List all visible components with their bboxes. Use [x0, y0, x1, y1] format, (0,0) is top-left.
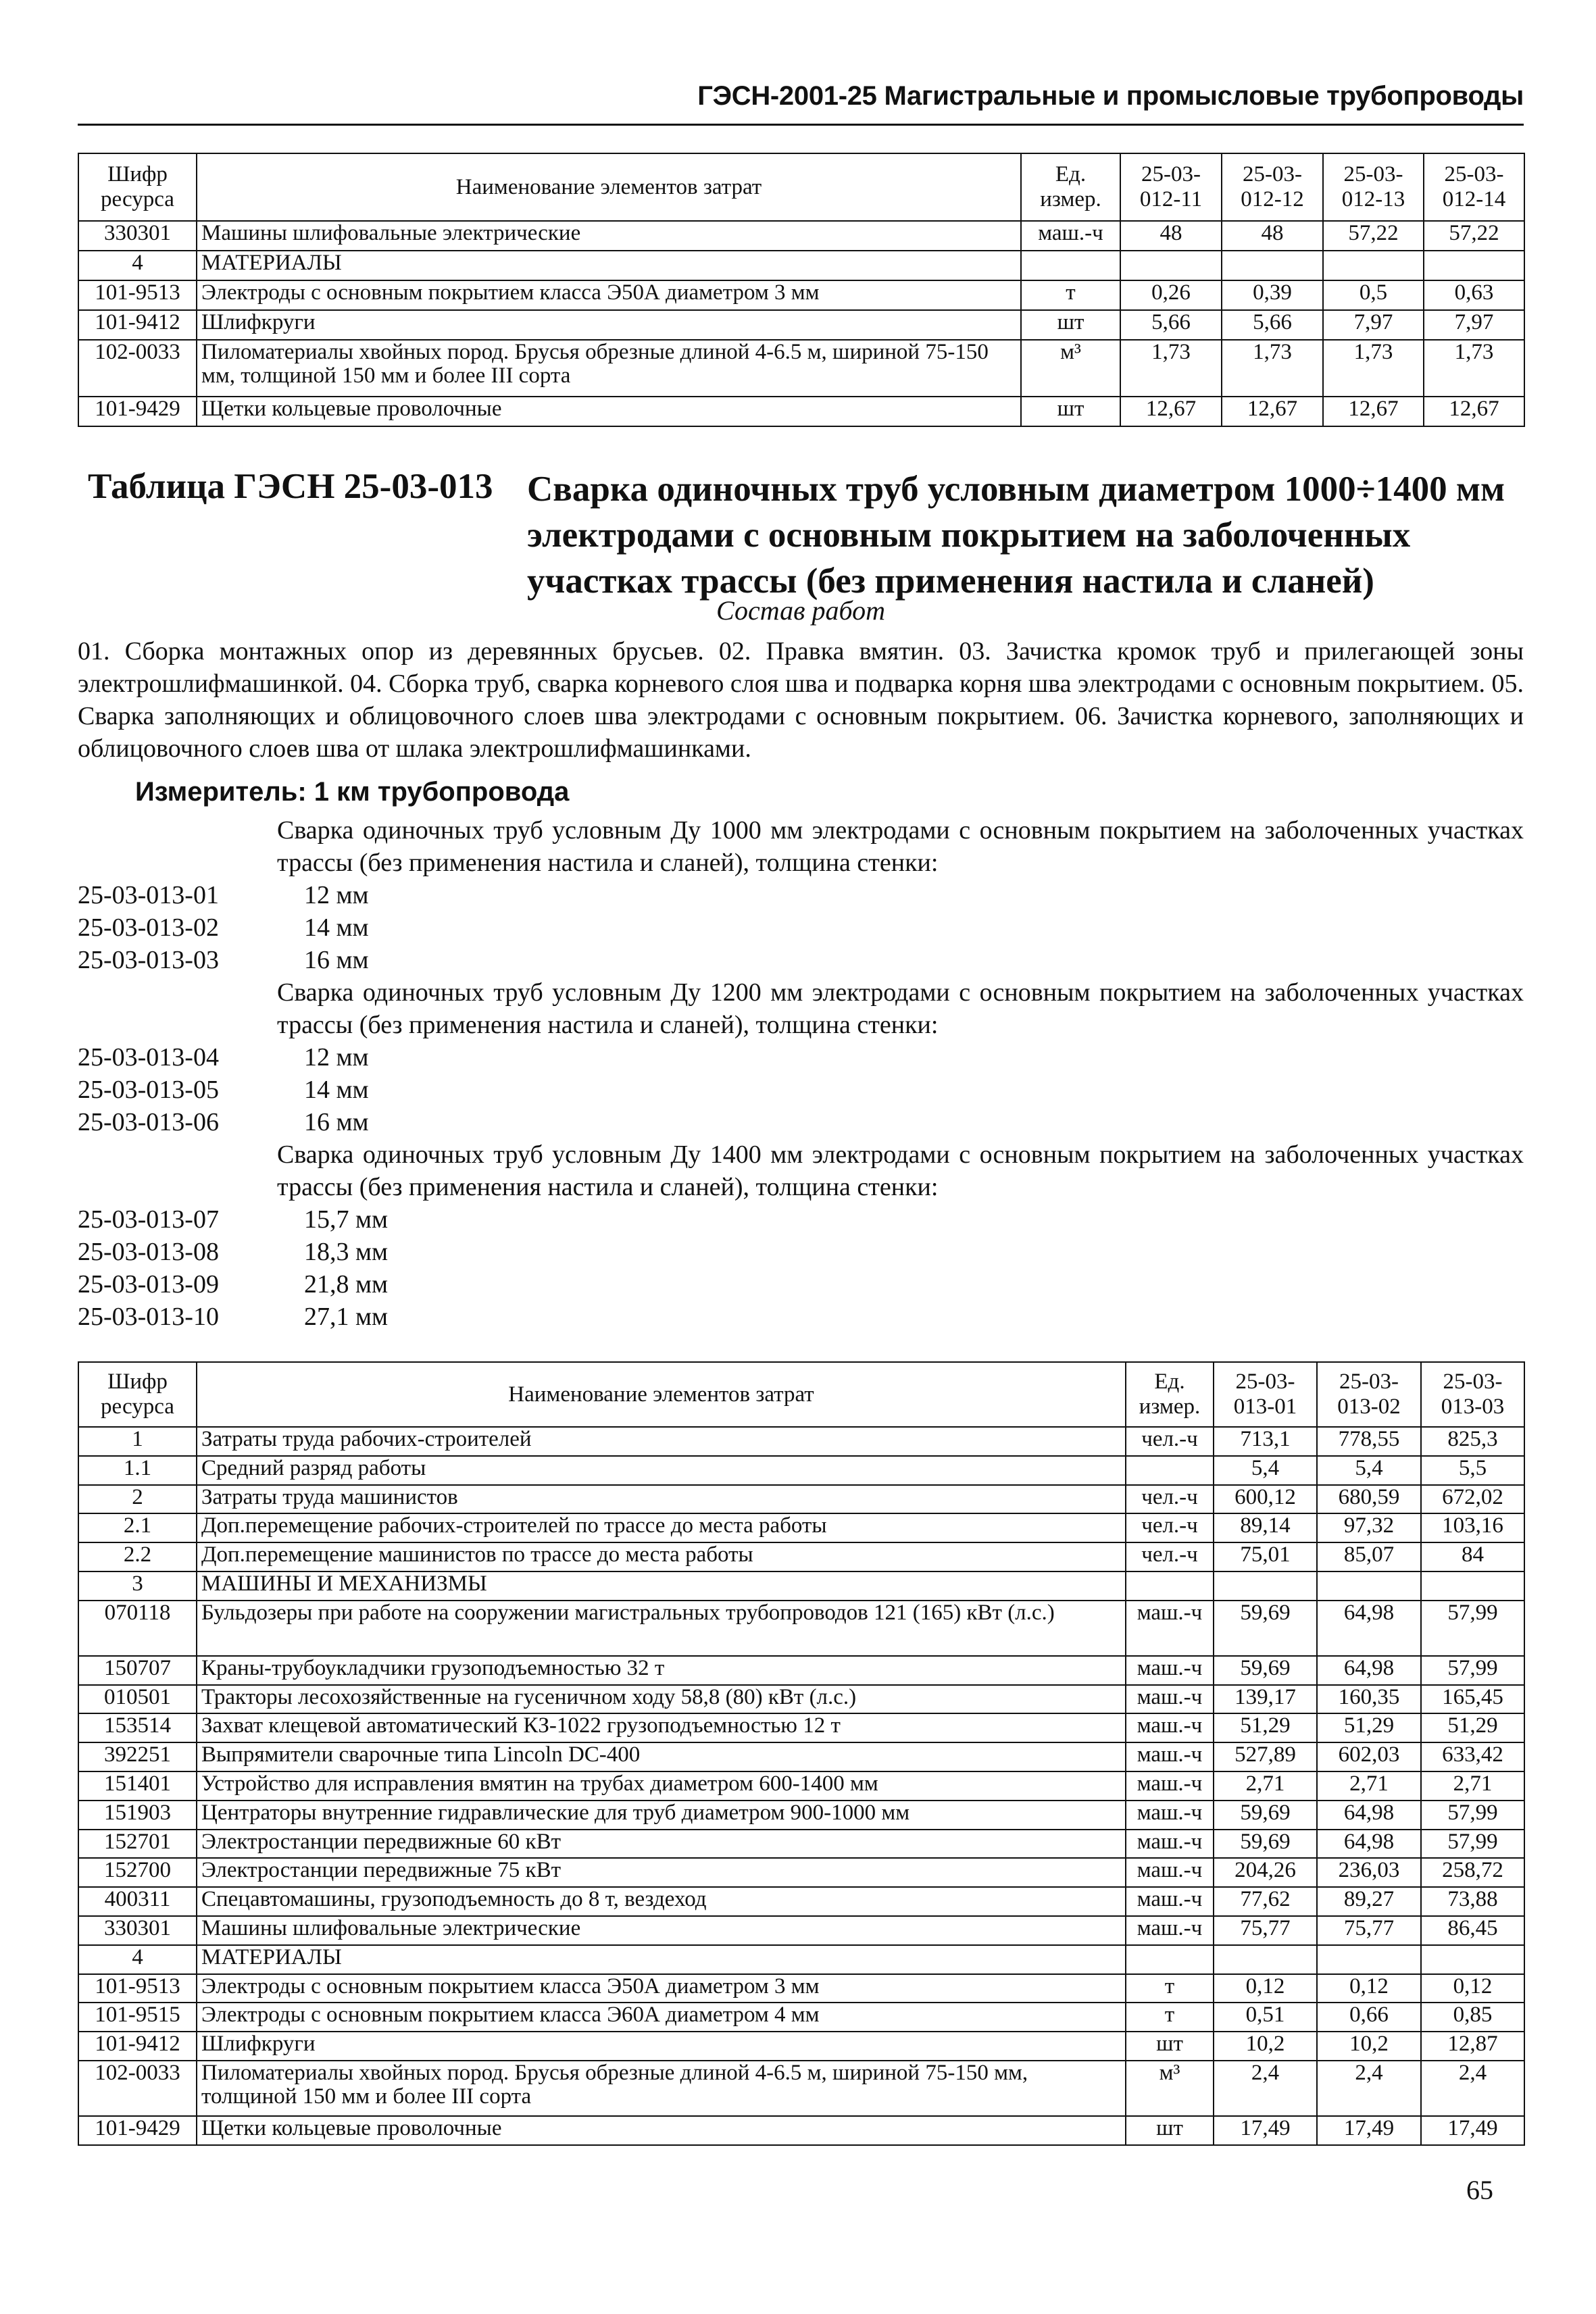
- header-name: Наименование элементов затрат: [197, 1362, 1126, 1427]
- cell-empty: [1126, 1945, 1214, 1974]
- cell-name: Электростанции передвижные 75 кВт: [197, 1858, 1126, 1887]
- cell-value: 12,67: [1120, 397, 1222, 426]
- cell-value: 5,4: [1317, 1456, 1421, 1485]
- cell-value: 0,12: [1214, 1974, 1317, 2003]
- cell-value: 1,73: [1222, 340, 1323, 397]
- table-caption: Таблица ГЭСН 25-03-013: [88, 467, 493, 506]
- table-row: [78, 2003, 1524, 2032]
- cell-value: 713,1: [1214, 1427, 1317, 1456]
- section-row: [78, 251, 1524, 280]
- header-col-1: 25-03-012-11: [1120, 153, 1222, 221]
- cell-unit: шт: [1126, 2032, 1214, 2061]
- cell-code: 2.1: [78, 1513, 197, 1542]
- cell-unit: маш.-ч: [1126, 1858, 1214, 1887]
- cell-name: Машины шлифовальные электрические: [197, 221, 1021, 251]
- cell-value: 633,42: [1421, 1742, 1524, 1771]
- table-row: [78, 1858, 1524, 1887]
- cell-code: 400311: [78, 1887, 197, 1916]
- table-25-03-013: [78, 1361, 1525, 2146]
- cell-value: 0,39: [1222, 280, 1323, 310]
- norm-code: 25-03-013-01: [78, 881, 219, 909]
- header-col-4: 25-03-012-14: [1424, 153, 1524, 221]
- cell-code: 2: [78, 1485, 197, 1514]
- cell-name: Доп.перемещение рабочих-строителей по трассе до места работы: [197, 1513, 1126, 1542]
- cell-code: 330301: [78, 1916, 197, 1945]
- cell-name: Средний разряд работы: [197, 1456, 1126, 1485]
- cell-value: 825,3: [1421, 1427, 1524, 1456]
- table-row: [78, 280, 1524, 310]
- cell-unit: т: [1021, 280, 1120, 310]
- group-description: Сварка одиночных труб условным Ду 1200 мм электродами с основным покрытием на заболоченных участках трассы (без применения настила и сланей), толщина стенки:: [277, 978, 1524, 1039]
- cell-value: 236,03: [1317, 1858, 1421, 1887]
- norm-value: 14 мм: [304, 1076, 369, 1104]
- group-description: Сварка одиночных труб условным Ду 1400 мм электродами с основным покрытием на заболоченных участках трассы (без применения настила и сланей), толщина стенки:: [277, 1140, 1524, 1201]
- cell-value: 0,51: [1214, 2003, 1317, 2032]
- cell-value: 1,73: [1424, 340, 1524, 397]
- header-col-3: 25-03-012-13: [1323, 153, 1424, 221]
- header-code: Шифр ресурса: [78, 1362, 197, 1427]
- cell-unit: маш.-ч: [1126, 1685, 1214, 1714]
- cell-value: 2,4: [1214, 2061, 1317, 2116]
- cell-value: 165,45: [1421, 1685, 1524, 1714]
- cell-value: 86,45: [1421, 1916, 1524, 1945]
- table-row: [78, 1427, 1524, 1456]
- cell-value: 59,69: [1214, 1830, 1317, 1859]
- cell-value: 0,5: [1323, 280, 1424, 310]
- norm-code: 25-03-013-02: [78, 913, 219, 942]
- norm-code: 25-03-013-09: [78, 1270, 219, 1299]
- table-row: [78, 1456, 1524, 1485]
- cell-value: 57,22: [1424, 221, 1524, 251]
- cell-value: 64,98: [1317, 1656, 1421, 1685]
- norm-code: 25-03-013-06: [78, 1108, 219, 1136]
- cell-name: Машины шлифовальные электрические: [197, 1916, 1126, 1945]
- cell-value: 57,99: [1421, 1830, 1524, 1859]
- table-row: [78, 1801, 1524, 1830]
- cell-unit: [1126, 1456, 1214, 1485]
- cell-value: 0,12: [1317, 1974, 1421, 2003]
- cell-empty: [1323, 251, 1424, 280]
- cell-code: 4: [78, 1945, 197, 1974]
- cell-value: 17,49: [1317, 2116, 1421, 2145]
- cell-unit: маш.-ч: [1126, 1742, 1214, 1771]
- cell-code: 153514: [78, 1713, 197, 1742]
- cell-code: 150707: [78, 1656, 197, 1685]
- cell-unit: шт: [1126, 2116, 1214, 2145]
- cell-value: 0,85: [1421, 2003, 1524, 2032]
- section-row: [78, 1571, 1524, 1601]
- cell-name: Краны-трубоукладчики грузоподъемностью 32 т: [197, 1656, 1126, 1685]
- section-title: МАТЕРИАЛЫ: [197, 251, 1021, 280]
- cell-value: 1,73: [1120, 340, 1222, 397]
- cell-empty: [1317, 1571, 1421, 1601]
- norm-value: 18,3 мм: [304, 1238, 389, 1266]
- cell-value: 85,07: [1317, 1542, 1421, 1571]
- cell-value: 57,99: [1421, 1801, 1524, 1830]
- cell-name: Электроды с основным покрытием класса Э50А диаметром 3 мм: [197, 280, 1021, 310]
- cell-unit: маш.-ч: [1126, 1887, 1214, 1916]
- cell-name: Затраты труда машинистов: [197, 1485, 1126, 1514]
- cell-value: 0,63: [1424, 280, 1524, 310]
- header-col-2: 25-03-012-12: [1222, 153, 1323, 221]
- cell-value: 258,72: [1421, 1858, 1524, 1887]
- header-name: Наименование элементов затрат: [197, 153, 1021, 221]
- table-row: [78, 1485, 1524, 1514]
- norm-value: 21,8 мм: [304, 1270, 389, 1299]
- cell-empty: [1424, 251, 1524, 280]
- cell-value: 77,62: [1214, 1887, 1317, 1916]
- cell-name: Устройство для исправления вмятин на трубах диаметром 600-1400 мм: [197, 1771, 1126, 1801]
- header-code: Шифр ресурса: [78, 153, 197, 221]
- cell-value: 17,49: [1421, 2116, 1524, 2145]
- cell-value: 5,5: [1421, 1456, 1524, 1485]
- cell-name: Электроды с основным покрытием класса Э50А диаметром 3 мм: [197, 1974, 1126, 2003]
- cell-code: 392251: [78, 1742, 197, 1771]
- table-header-row: [78, 1362, 1524, 1427]
- cell-empty: [1021, 251, 1120, 280]
- cell-unit: шт: [1021, 397, 1120, 426]
- cell-unit: маш.-ч: [1126, 1601, 1214, 1656]
- cell-value: 7,97: [1424, 310, 1524, 340]
- cell-code: 330301: [78, 221, 197, 251]
- cell-code: 4: [78, 251, 197, 280]
- table-row: [78, 1542, 1524, 1571]
- cell-value: 89,27: [1317, 1887, 1421, 1916]
- cell-name: Затраты труда рабочих-строителей: [197, 1427, 1126, 1456]
- cell-value: 2,71: [1317, 1771, 1421, 1801]
- table-25-03-012: [78, 153, 1525, 427]
- header-unit: Ед. измер.: [1126, 1362, 1214, 1427]
- cell-empty: [1317, 1945, 1421, 1974]
- norm-value: 12 мм: [304, 1043, 369, 1072]
- norm-code: 25-03-013-08: [78, 1238, 219, 1266]
- cell-code: 1: [78, 1427, 197, 1456]
- table-body: [78, 1427, 1524, 2145]
- cell-empty: [1222, 251, 1323, 280]
- cell-value: 57,99: [1421, 1601, 1524, 1656]
- table-row: [78, 310, 1524, 340]
- cell-code: 070118: [78, 1601, 197, 1656]
- cell-name: Щетки кольцевые проволочные: [197, 397, 1021, 426]
- table-row: [78, 1713, 1524, 1742]
- table-row: [78, 1771, 1524, 1801]
- cell-value: 59,69: [1214, 1601, 1317, 1656]
- cell-value: 17,49: [1214, 2116, 1317, 2145]
- cell-unit: маш.-ч: [1126, 1830, 1214, 1859]
- cell-name: Захват клещевой автоматический КЗ-1022 грузоподъемностью 12 т: [197, 1713, 1126, 1742]
- cell-value: 97,32: [1317, 1513, 1421, 1542]
- cell-value: 0,26: [1120, 280, 1222, 310]
- norm-code: 25-03-013-03: [78, 946, 219, 974]
- header-col-1: 25-03-013-01: [1214, 1362, 1317, 1427]
- norm-value: 16 мм: [304, 1108, 369, 1136]
- cell-code: 101-9429: [78, 2116, 197, 2145]
- cell-value: 600,12: [1214, 1485, 1317, 1514]
- cell-value: 5,4: [1214, 1456, 1317, 1485]
- cell-code: 151903: [78, 1801, 197, 1830]
- table-row: [78, 221, 1524, 251]
- cell-value: 204,26: [1214, 1858, 1317, 1887]
- cell-code: 152700: [78, 1858, 197, 1887]
- cell-value: 12,67: [1222, 397, 1323, 426]
- work-composition-heading: Состав работ: [716, 595, 885, 626]
- table-row: [78, 1656, 1524, 1685]
- section-row: [78, 1945, 1524, 1974]
- cell-value: 59,69: [1214, 1801, 1317, 1830]
- cell-unit: т: [1126, 2003, 1214, 2032]
- table-row: [78, 1513, 1524, 1542]
- cell-code: 102-0033: [78, 2061, 197, 2116]
- norm-code: 25-03-013-07: [78, 1205, 219, 1234]
- header-col-2: 25-03-013-02: [1317, 1362, 1421, 1427]
- section-title: МАТЕРИАЛЫ: [197, 1945, 1126, 1974]
- cell-name: Шлифкруги: [197, 2032, 1126, 2061]
- cell-value: 48: [1222, 221, 1323, 251]
- cell-name: Пиломатериалы хвойных пород. Брусья обрезные длиной 4-6.5 м, шириной 75-150 мм, толщиной 150 мм и более III сорта: [197, 340, 1021, 397]
- table-row: [78, 1742, 1524, 1771]
- cell-code: 101-9515: [78, 2003, 197, 2032]
- cell-value: 139,17: [1214, 1685, 1317, 1714]
- cell-empty: [1421, 1571, 1524, 1601]
- running-head: ГЭСН-2001-25 Магистральные и промысловые трубопроводы: [697, 81, 1524, 111]
- cell-name: Пиломатериалы хвойных пород. Брусья обрезные длиной 4-6.5 м, шириной 75-150 мм, толщиной 150 мм и более III сорта: [197, 2061, 1126, 2116]
- cell-name: Электростанции передвижные 60 кВт: [197, 1830, 1126, 1859]
- cell-name: Спецавтомашины, грузоподъемность до 8 т, вездеход: [197, 1887, 1126, 1916]
- cell-code: 101-9412: [78, 310, 197, 340]
- cell-value: 12,67: [1323, 397, 1424, 426]
- cell-value: 1,73: [1323, 340, 1424, 397]
- cell-code: 152701: [78, 1830, 197, 1859]
- table-row: [78, 340, 1524, 397]
- norm-code: 25-03-013-04: [78, 1043, 219, 1072]
- cell-code: 2.2: [78, 1542, 197, 1571]
- cell-code: 3: [78, 1571, 197, 1601]
- cell-name: Электроды с основным покрытием класса Э60А диаметром 4 мм: [197, 2003, 1126, 2032]
- cell-value: 2,4: [1421, 2061, 1524, 2116]
- cell-value: 0,66: [1317, 2003, 1421, 2032]
- cell-name: Выпрямители сварочные типа Lincoln DC-400: [197, 1742, 1126, 1771]
- cell-name: Тракторы лесохозяйственные на гусеничном ходу 58,8 (80) кВт (л.с.): [197, 1685, 1126, 1714]
- cell-value: 64,98: [1317, 1830, 1421, 1859]
- cell-code: 101-9429: [78, 397, 197, 426]
- table-title: Сварка одиночных труб условным диаметром 1000÷1400 мм электродами с основным покрытием на заболоченных участках трассы (без применения настила и сланей): [527, 470, 1505, 601]
- cell-unit: маш.-ч: [1126, 1713, 1214, 1742]
- cell-name: Доп.перемещение машинистов по трассе до места работы: [197, 1542, 1126, 1571]
- cell-unit: маш.-ч: [1021, 221, 1120, 251]
- cell-value: 2,71: [1214, 1771, 1317, 1801]
- table-row: [78, 1887, 1524, 1916]
- table-row: [78, 1685, 1524, 1714]
- cell-unit: м³: [1021, 340, 1120, 397]
- cell-empty: [1120, 251, 1222, 280]
- norm-value: 15,7 мм: [304, 1205, 389, 1234]
- cell-code: 010501: [78, 1685, 197, 1714]
- cell-code: 102-0033: [78, 340, 197, 397]
- cell-name: Шлифкруги: [197, 310, 1021, 340]
- cell-value: 672,02: [1421, 1485, 1524, 1514]
- cell-value: 680,59: [1317, 1485, 1421, 1514]
- cell-value: 51,29: [1421, 1713, 1524, 1742]
- cell-value: 64,98: [1317, 1601, 1421, 1656]
- cell-empty: [1214, 1945, 1317, 1974]
- cell-value: 57,22: [1323, 221, 1424, 251]
- group-description: Сварка одиночных труб условным Ду 1000 мм электродами с основным покрытием на заболоченных участках трассы (без применения настила и сланей), толщина стенки:: [277, 816, 1524, 877]
- cell-value: 103,16: [1421, 1513, 1524, 1542]
- cell-unit: маш.-ч: [1126, 1656, 1214, 1685]
- table-row: [78, 2116, 1524, 2145]
- cell-empty: [1126, 1571, 1214, 1601]
- cell-name: Центраторы внутренние гидравлические для труб диаметром 900-1000 мм: [197, 1801, 1126, 1830]
- cell-value: 10,2: [1317, 2032, 1421, 2061]
- cell-empty: [1421, 1945, 1524, 1974]
- table-header-row: [78, 153, 1524, 221]
- cell-value: 75,77: [1214, 1916, 1317, 1945]
- norm-value: 14 мм: [304, 913, 369, 942]
- cell-value: 602,03: [1317, 1742, 1421, 1771]
- cell-unit: маш.-ч: [1126, 1771, 1214, 1801]
- header-rule: [78, 124, 1524, 126]
- cell-value: 2,71: [1421, 1771, 1524, 1801]
- cell-value: 5,66: [1222, 310, 1323, 340]
- norm-value: 16 мм: [304, 946, 369, 974]
- cell-value: 59,69: [1214, 1656, 1317, 1685]
- cell-value: 5,66: [1120, 310, 1222, 340]
- cell-value: 12,87: [1421, 2032, 1524, 2061]
- cell-unit: чел.-ч: [1126, 1542, 1214, 1571]
- table-row: [78, 397, 1524, 426]
- cell-value: 84: [1421, 1542, 1524, 1571]
- cell-value: 51,29: [1214, 1713, 1317, 1742]
- norm-value: 12 мм: [304, 881, 369, 909]
- cell-code: 101-9412: [78, 2032, 197, 2061]
- cell-unit: чел.-ч: [1126, 1513, 1214, 1542]
- cell-unit: маш.-ч: [1126, 1801, 1214, 1830]
- cell-code: 101-9513: [78, 280, 197, 310]
- cell-empty: [1214, 1571, 1317, 1601]
- table-row: [78, 1916, 1524, 1945]
- table-row: [78, 2061, 1524, 2116]
- cell-value: 48: [1120, 221, 1222, 251]
- header-unit: Ед. измер.: [1021, 153, 1120, 221]
- cell-unit: чел.-ч: [1126, 1485, 1214, 1514]
- cell-value: 527,89: [1214, 1742, 1317, 1771]
- cell-value: 160,35: [1317, 1685, 1421, 1714]
- cell-unit: т: [1126, 1974, 1214, 2003]
- cell-name: Бульдозеры при работе на сооружении магистральных трубопроводов 121 (165) кВт (л.с.): [197, 1601, 1126, 1656]
- table-row: [78, 1974, 1524, 2003]
- cell-value: 57,99: [1421, 1656, 1524, 1685]
- cell-unit: чел.-ч: [1126, 1427, 1214, 1456]
- header-col-3: 25-03-013-03: [1421, 1362, 1524, 1427]
- cell-value: 51,29: [1317, 1713, 1421, 1742]
- section-title: МАШИНЫ И МЕХАНИЗМЫ: [197, 1571, 1126, 1601]
- table-row: [78, 1601, 1524, 1656]
- cell-unit: м³: [1126, 2061, 1214, 2116]
- table-row: [78, 2032, 1524, 2061]
- norm-code: 25-03-013-05: [78, 1076, 219, 1104]
- page-number: 65: [1466, 2175, 1493, 2205]
- cell-value: 64,98: [1317, 1801, 1421, 1830]
- cell-value: 12,67: [1424, 397, 1524, 426]
- cell-value: 2,4: [1317, 2061, 1421, 2116]
- work-composition-text: 01. Сборка монтажных опор из деревянных брусьев. 02. Правка вмятин. 03. Зачистка кромок труб и прилегающей зоны электрошлифмашинкой. 04. Сборка труб, сварка корневого слоя шва и подварка корня шва электродами с основным покрытием. 05. Сварка заполняющих и облицовочного слоев шва электродами с основным покрытием. 06. Зачистка корневого, заполняющих и облицовочного слоев шва от шлака электрошлифмашинками.: [78, 637, 1524, 763]
- norm-code: 25-03-013-10: [78, 1303, 219, 1331]
- cell-unit: маш.-ч: [1126, 1916, 1214, 1945]
- cell-code: 151401: [78, 1771, 197, 1801]
- cell-value: 7,97: [1323, 310, 1424, 340]
- measure-unit: Измеритель: 1 км трубопровода: [135, 777, 570, 807]
- cell-value: 89,14: [1214, 1513, 1317, 1542]
- table-row: [78, 1830, 1524, 1859]
- cell-value: 778,55: [1317, 1427, 1421, 1456]
- cell-value: 75,01: [1214, 1542, 1317, 1571]
- norm-value: 27,1 мм: [304, 1303, 389, 1331]
- cell-code: 1.1: [78, 1456, 197, 1485]
- cell-value: 10,2: [1214, 2032, 1317, 2061]
- cell-value: 75,77: [1317, 1916, 1421, 1945]
- cell-code: 101-9513: [78, 1974, 197, 2003]
- cell-value: 73,88: [1421, 1887, 1524, 1916]
- cell-unit: шт: [1021, 310, 1120, 340]
- cell-value: 0,12: [1421, 1974, 1524, 2003]
- cell-name: Щетки кольцевые проволочные: [197, 2116, 1126, 2145]
